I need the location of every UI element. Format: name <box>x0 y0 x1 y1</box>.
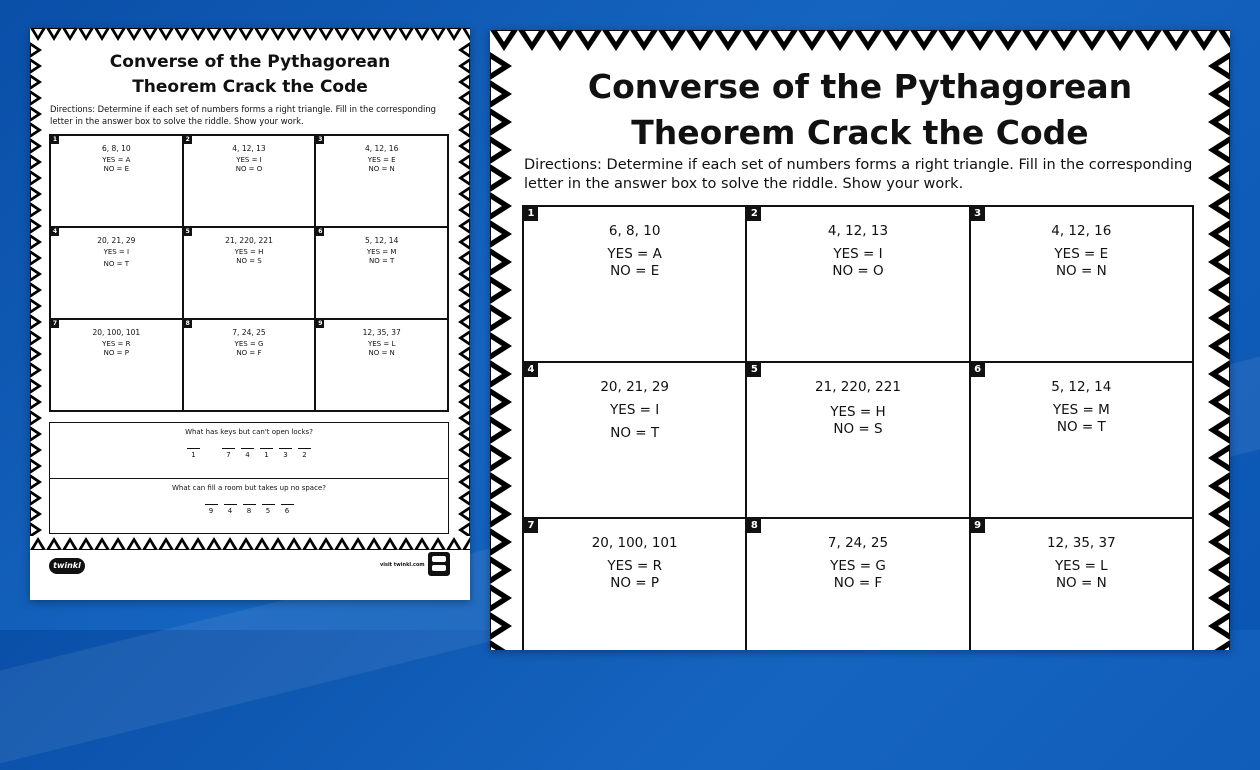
no-option: NO = S <box>833 421 883 437</box>
answer-blank[interactable] <box>222 448 235 459</box>
number-set: 20, 21, 29 <box>97 236 136 245</box>
yes-option: YES = H <box>830 404 886 420</box>
worksheet-zoomed <box>490 30 1230 650</box>
no-option: NO = T <box>1056 419 1106 435</box>
problem-cell <box>970 362 1193 518</box>
problem-cell <box>523 206 746 362</box>
problem-cell <box>50 135 183 227</box>
title-line-1: Converse of the Pythagorean <box>587 67 1133 106</box>
yes-option: YES = I <box>610 402 660 418</box>
riddle-2 <box>50 478 448 533</box>
problem-cell <box>183 227 316 319</box>
number-set: 4, 12, 16 <box>364 144 399 153</box>
yes-option: YES = G <box>234 340 264 348</box>
riddle-question: What can fill a room but takes up no space? <box>172 484 326 492</box>
problem-number: 2 <box>747 207 761 221</box>
answer-options <box>51 340 182 358</box>
problem-number: 2 <box>185 136 190 143</box>
yes-option: YES = E <box>1054 246 1109 262</box>
problem-number: 7 <box>524 519 538 533</box>
answer-options <box>316 340 447 358</box>
problem-cell <box>183 135 316 227</box>
no-option: NO = N <box>1055 575 1107 591</box>
answer-options <box>971 558 1192 592</box>
number-set: 5, 12, 14 <box>1051 379 1112 395</box>
riddle-1 <box>50 423 448 478</box>
number-set: 21, 220, 221 <box>815 379 901 395</box>
yes-option: YES = A <box>607 246 662 262</box>
answer-options <box>524 558 745 592</box>
problem-number: 5 <box>185 228 190 235</box>
yes-option: YES = A <box>102 156 131 164</box>
title-line-1: Converse of the Pythagorean <box>109 52 391 72</box>
number-set: 6, 8, 10 <box>608 223 661 239</box>
yes-option: YES = G <box>830 558 886 574</box>
triangle-border-top <box>490 30 1230 52</box>
problem-cell <box>50 319 183 411</box>
no-option: NO = O <box>832 263 884 279</box>
yes-option: YES = M <box>366 248 397 256</box>
no-option: NO = N <box>368 165 395 173</box>
answer-blank[interactable] <box>281 504 294 515</box>
yes-option: YES = I <box>103 248 130 256</box>
no-option: NO = E <box>610 263 660 279</box>
problem-number: 6 <box>318 228 323 235</box>
no-option: NO = T <box>368 257 395 265</box>
no-option: NO = N <box>368 349 395 357</box>
answer-blank[interactable] <box>243 504 256 515</box>
yes-option: YES = H <box>234 248 264 256</box>
answer-options <box>316 156 447 174</box>
problem-cell <box>970 518 1193 650</box>
problem-number: 8 <box>747 519 761 533</box>
page-title <box>50 50 450 100</box>
problem-cell <box>523 362 746 518</box>
no-option: NO = O <box>235 165 263 173</box>
no-option: NO = E <box>103 165 130 173</box>
number-set: 20, 100, 101 <box>591 535 678 551</box>
problem-grid <box>522 205 1194 650</box>
blank-number: 4 <box>245 451 250 459</box>
answer-options <box>51 156 182 174</box>
no-option: NO = F <box>833 575 883 591</box>
no-option: NO = T <box>103 260 129 268</box>
triangle-border-left <box>490 52 514 650</box>
riddle-box <box>49 422 449 534</box>
answer-options <box>51 248 182 269</box>
answer-options <box>524 246 745 280</box>
yes-option: YES = R <box>102 340 131 348</box>
number-set: 4, 12, 13 <box>827 223 889 239</box>
problem-cell <box>50 227 183 319</box>
answer-blank[interactable] <box>205 504 218 515</box>
yes-option: YES = L <box>1054 558 1108 574</box>
number-set: 20, 21, 29 <box>600 379 670 395</box>
yes-option: YES = R <box>607 558 662 574</box>
answer-options <box>316 248 447 266</box>
answer-blank[interactable] <box>187 448 200 459</box>
yes-option: YES = L <box>367 340 396 348</box>
problem-grid <box>49 134 449 412</box>
no-option: NO = F <box>236 349 262 357</box>
blank-number: 6 <box>284 507 290 515</box>
problem-number: 5 <box>747 363 761 377</box>
triangle-border-bottom <box>30 536 470 550</box>
number-set: 4, 12, 13 <box>232 144 266 153</box>
no-option: NO = N <box>1055 263 1107 279</box>
footer-url: visit twinkl.com <box>380 562 425 568</box>
answer-options <box>184 340 315 358</box>
triangle-border-right <box>457 42 470 536</box>
yes-option: YES = M <box>1052 402 1110 418</box>
number-set: 6, 8, 10 <box>102 144 131 153</box>
number-set: 20, 100, 101 <box>92 328 141 337</box>
blank-number: 2 <box>302 451 307 459</box>
problem-cell <box>970 206 1193 362</box>
answer-blanks <box>50 448 448 459</box>
worksheet-thumbnail <box>30 28 470 600</box>
problem-cell <box>523 518 746 650</box>
answer-options <box>971 246 1192 280</box>
number-set: 7, 24, 25 <box>827 535 889 551</box>
problem-number: 9 <box>971 519 985 533</box>
answer-options <box>747 246 968 280</box>
no-option: NO = P <box>610 575 660 591</box>
directions-text: Directions: Determine if each set of numbers forms a right triangle. Fill in the corresponding letter in the answer box to solve the riddle. Show your work. <box>524 157 1193 192</box>
directions-text: Directions: Determine if each set of numbers forms a right triangle. Fill in the corresponding letter in the answer box to solve the riddle. Show your work. <box>50 104 436 126</box>
answer-blank[interactable] <box>260 448 273 459</box>
answer-blank[interactable] <box>224 504 237 515</box>
problem-number: 3 <box>971 207 985 221</box>
problem-number: 9 <box>318 320 323 327</box>
answer-blank[interactable] <box>279 448 292 459</box>
answer-options <box>184 156 315 174</box>
problem-number: 4 <box>52 228 58 235</box>
answer-blanks <box>50 504 448 515</box>
no-option: NO = T <box>610 425 660 441</box>
problem-cell <box>183 319 316 411</box>
blank-number: 4 <box>227 507 233 515</box>
riddle-question: What has keys but can't open locks? <box>185 428 313 436</box>
title-line-2: Theorem Crack the Code <box>132 77 368 97</box>
blank-number: 9 <box>208 507 214 515</box>
word-space <box>206 448 216 459</box>
blank-number: 7 <box>226 451 231 459</box>
answer-options <box>524 402 745 442</box>
blank-number: 1 <box>191 451 196 459</box>
no-option: NO = S <box>236 257 262 265</box>
badge-icon <box>428 552 450 576</box>
triangle-border-top <box>30 28 470 42</box>
yes-option: YES = I <box>236 156 262 164</box>
problem-number: 1 <box>524 207 538 221</box>
yes-option: YES = E <box>367 156 396 164</box>
problem-number: 8 <box>185 320 190 327</box>
number-set: 12, 35, 37 <box>362 328 401 337</box>
answer-options <box>971 402 1192 436</box>
problem-cell <box>315 135 448 227</box>
blank-number: 3 <box>283 451 288 459</box>
answer-options <box>747 404 968 438</box>
answer-blank[interactable] <box>241 448 254 459</box>
number-set: 12, 35, 37 <box>1046 535 1116 551</box>
number-set: 4, 12, 16 <box>1051 223 1112 239</box>
number-set: 7, 24, 25 <box>232 328 266 337</box>
yes-option: YES = I <box>833 246 883 262</box>
number-set: 21, 220, 221 <box>225 236 273 245</box>
problem-number: 3 <box>318 136 323 143</box>
blank-number: 1 <box>264 451 269 459</box>
page-title <box>530 64 1190 156</box>
problem-number: 1 <box>52 136 58 143</box>
problem-cell <box>315 319 448 411</box>
blank-number: 5 <box>265 507 271 515</box>
answer-blank[interactable] <box>262 504 275 515</box>
problem-cell <box>315 227 448 319</box>
answer-options <box>184 248 315 266</box>
twinkl-logo: twinkl <box>49 558 85 574</box>
problem-cell <box>746 518 969 650</box>
title-line-2: Theorem Crack the Code <box>631 113 1089 152</box>
triangle-border-left <box>30 42 43 536</box>
problem-number: 4 <box>524 363 538 377</box>
problem-number: 7 <box>52 320 58 327</box>
problem-cell <box>746 362 969 518</box>
problem-cell <box>746 206 969 362</box>
answer-blank[interactable] <box>298 448 311 459</box>
problem-number: 6 <box>971 363 985 377</box>
blank-number: 8 <box>246 507 252 515</box>
answer-options <box>747 558 968 592</box>
no-option: NO = P <box>103 349 129 357</box>
number-set: 5, 12, 14 <box>364 236 399 245</box>
triangle-border-right <box>1206 52 1230 650</box>
